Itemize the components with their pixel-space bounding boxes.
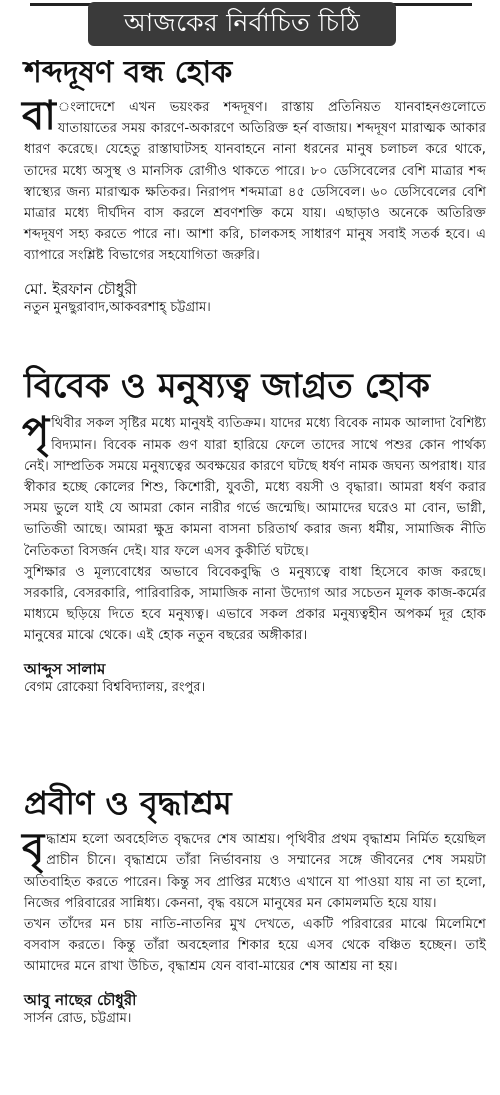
author-address: নতুন মুনছুরাবাদ,আকবরশাহ্ চট্টগ্রাম। xyxy=(24,299,211,315)
author-name: আব্দুস সালাম xyxy=(24,659,106,678)
author-name: আবু নাছের চৌধুরী xyxy=(24,990,137,1009)
section-banner xyxy=(88,2,396,46)
letter-body-paragraph-2: তখন তাঁদের মন চায় নাতি-নাতনির মুখ দেখতে, একটি পরিবারের মাঝে মিলেমিশে বসবাস করতে। কিন্তু তাঁরা অবহেলার শিকার হয়ে এসব থেকে বঞ্চিত হচ্ছেন। তাই আমাদের মনে রাখা উচিত, বৃদ্ধাশ্রম যেন বাবা-মায়ের শেষ আশ্রয় না হয়। xyxy=(24,917,486,975)
drop-cap: পৃ xyxy=(22,409,50,456)
drop-cap: বা xyxy=(22,93,56,139)
letter-headline: বিবেক ও মনুষ্যত্ব জাগ্রত হোক xyxy=(24,366,430,406)
letter-body-text: থিবীর সকল সৃষ্টির মধ্যে মানুষই ব্যতিক্রম। যাদের মধ্যে বিবেক নামক আলাদা বৈশিষ্ট্য বিদ্যমান। বিবেক নামক গুণ যারা হারিয়ে ফেলে তাদের সাথে পশুর কোন পার্থক্য নেই। সাম্প্রতিক সময়ে মনুষ্যত্বের অবক্ষয়ের কারণে ঘটছে ধর্ষণ নামক জঘন্য অপরাধ। যার স্বীকার হচ্ছে কোলের শিশু, কিশোরী, যুবতী, মধ্যে বয়সী ও বৃদ্ধারা। আমরা ধর্ষণ করার সময় ভুলে যাই যে আমরা কোন নারীর গর্ভে জন্মেছি। আমাদের ঘরেও মা বোন, ভাগ্নী, ভাতিজী আছে। আমরা ক্ষুদ্র কামনা বাসনা চরিতার্থ করার জন্য ধর্মীয়, সামাজিক নীতি নৈতিকতা বিসর্জন দেই। যার ফলে এসব কুকীর্তি ঘটছে। xyxy=(24,416,486,559)
letter-body xyxy=(22,825,486,914)
letter-body-paragraph-2: সুশিক্ষার ও মূল্যবোধের অভাবে বিবেকবুদ্ধি ও মনুষ্যত্বে বাধা হিসেবে কাজ করছে। সরকারি, বেসরকারি, পারিবারিক, সামাজিক নানা উদ্যোগ আর সচেতন মূলক কাজ-কর্মের মাধ্যমে ছড়িয়ে দিতে হবে মনুষ্যত্ব। এভাবে সকল প্রকার মনুষ্যত্বহীন অপকর্ম দূর হোক মানুষের মাঝে থেকে। এই হোক নতুন বছরের অঙ্গীকার। xyxy=(24,564,486,644)
drop-cap: বৃ xyxy=(22,825,45,872)
author-address: সার্সন রোড, চট্টগ্রাম। xyxy=(24,1010,132,1026)
section-title: আজকের নির্বাচিত চিঠি xyxy=(123,7,361,37)
letter-body-text: ংলাদেশে এখন ভয়ংকর শব্দদূষণ। রাস্তায় প্রতিনিয়ত যানবাহনগুলোতে যাতায়াতের সময় কারণে-অকারণে অতিরিক্ত হর্ন বাজায়। শব্দদূষণ মারাত্মক আকার ধারণ করেছে। যেহেতু রাস্তাঘাটসহ যানবাহনে নানা ধরনের মানুষ চলাচল করে থাকে, তাদের মধ্যে অসুস্থ ও মানসিক রোগীও থাকতে পারে। ৮০ ডেসিবেলের বেশি মাত্রার শব্দ স্বাস্থ্যের জন্য মারাত্মক ক্ষতিকর। নিরাপদ শব্দমাত্রা ৪৫ ডেসিবেল। ৬০ ডেসিবেলের বেশি মাত্রার মধ্যে দীর্ঘদিন বাস করলে শ্রবণশক্তি কমে যায়। এছাড়াও অনেকে অতিরিক্ত শব্দদূষণ সহ্য করতে পারে না। আশা করি, চালকসহ সাধারণ মানুষ সবাই সতর্ক হবে। এ ব্যাপারে সংশ্লিষ্ট বিভাগের সহযোগিতা জরুরি। xyxy=(24,100,486,264)
letter-body xyxy=(22,409,486,561)
letter-body xyxy=(22,93,486,267)
author-address: বেগম রোকেয়া বিশ্ববিদ্যালয়, রংপুর। xyxy=(24,679,206,695)
letter-headline: প্রবীণ ও বৃদ্ধাশ্রম xyxy=(24,784,232,822)
letter-2 xyxy=(24,368,486,697)
letter-headline: শব্দদূষণ বন্ধ হোক xyxy=(24,55,233,90)
letter-1 xyxy=(24,56,486,317)
letter-body-text: দ্ধাশ্রম হলো অবহেলিত বৃদ্ধদের শেষ আশ্রয়। পৃথিবীর প্রথম বৃদ্ধাশ্রম নির্মিত হয়েছিল প্রাচীন চীনে। বৃদ্ধাশ্রমে তাঁরা নির্ভাবনায় ও সম্মানের সঙ্গে জীবনের শেষ সময়টা অতিবাহিত করতে পারেন। কিন্তু সব প্রাপ্তির মধ্যেও এখানে যা পাওয়া যায় না তা হলো, নিজের পরিবারের সান্নিধ্য। কেননা, বৃদ্ধ বয়সে মানুষের মন কোমলমতি হয়ে যায়। xyxy=(24,832,486,911)
author-name: মো. ইরফান চৌধুরী xyxy=(24,279,137,298)
letter-3 xyxy=(24,786,486,1028)
